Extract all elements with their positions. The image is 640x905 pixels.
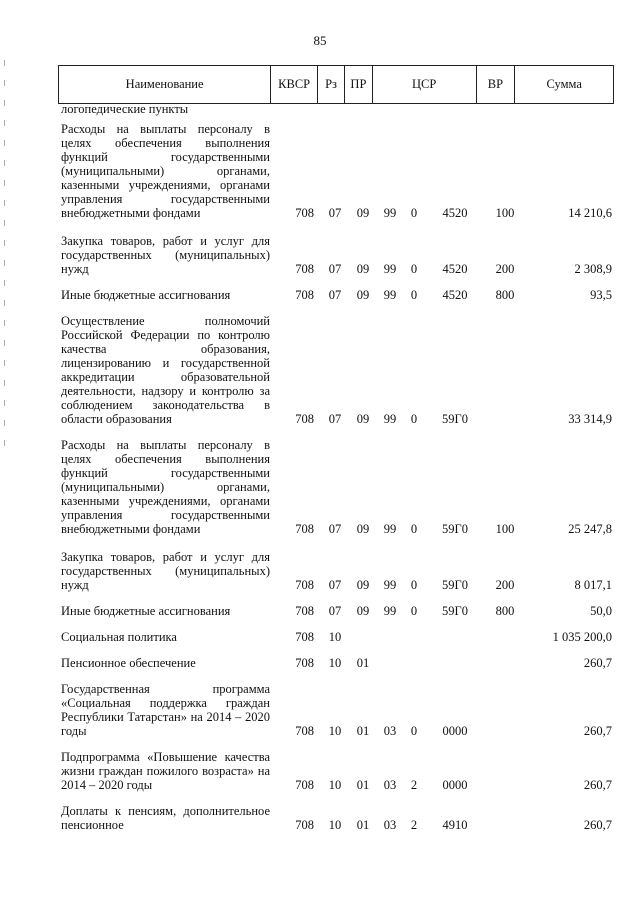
cell-rz: 07: [328, 604, 342, 618]
cell-rz: 07: [328, 578, 342, 592]
cell-csr-part2: 0: [410, 604, 418, 618]
cell-name: Закупка товаров, работ и услуг для государственных (муниципальных) нужд: [61, 234, 270, 276]
cell-csr-part2: 0: [410, 724, 418, 738]
cell-csr-part3: 59Г0: [442, 522, 468, 536]
cell-csr-part1: 99: [383, 578, 397, 592]
cell-kvsr: 708: [295, 412, 314, 426]
cell-rz: 07: [328, 262, 342, 276]
cell-kvsr: 708: [295, 522, 314, 536]
cell-sum: 260,7: [583, 724, 612, 738]
cell-pr: 09: [356, 412, 370, 426]
cell-sum: 1 035 200,0: [552, 630, 612, 644]
cell-kvsr: 708: [295, 630, 314, 644]
cell-name: Расходы на выплаты персоналу в целях обеспечения выполнения функций государственными (муниципальными) органами, казенными учреждениями, органами управления государственными внебюджетными фондами: [61, 122, 270, 220]
cell-kvsr: 708: [295, 604, 314, 618]
cell-csr-part2: 0: [410, 412, 418, 426]
scan-margin-marks: [4, 60, 8, 480]
cell-csr-part1: 99: [383, 206, 397, 220]
table-body: [58, 104, 614, 836]
cell-csr-part1: 03: [383, 778, 397, 792]
header-rz: Рз: [318, 66, 345, 103]
table-row: [58, 630, 614, 648]
cell-sum: 14 210,6: [568, 206, 612, 220]
cell-pr: 09: [356, 578, 370, 592]
cell-name: Расходы на выплаты персоналу в целях обеспечения выполнения функций государственными (муниципальными) органами, казенными учреждениями, органами управления государственными внебюджетными фондами: [61, 438, 270, 536]
cell-csr-part3: 4520: [442, 288, 468, 302]
header-sum: Сумма: [546, 77, 582, 91]
table-row: [58, 122, 614, 224]
header-kvsr: КВСР: [271, 66, 318, 103]
cell-csr-part2: 2: [410, 778, 418, 792]
table-row: [58, 804, 614, 836]
continuation-text: логопедические пункты: [61, 102, 189, 116]
cell-rz: 07: [328, 412, 342, 426]
table-row: [58, 550, 614, 596]
cell-name: Социальная политика: [61, 630, 177, 644]
cell-csr-part1: 03: [383, 724, 397, 738]
cell-csr-part1: 03: [383, 818, 397, 832]
cell-kvsr: 708: [295, 778, 314, 792]
header-name: Наименование: [59, 66, 271, 103]
cell-csr-part3: 59Г0: [442, 412, 468, 426]
cell-pr: 01: [356, 656, 370, 670]
cell-name: Иные бюджетные ассигнования: [61, 288, 231, 302]
cell-csr-part3: 59Г0: [442, 578, 468, 592]
cell-csr-part1: 99: [383, 288, 397, 302]
cell-sum: 260,7: [583, 656, 612, 670]
cell-pr: 01: [356, 724, 370, 738]
table-row: [58, 604, 614, 622]
cell-sum: 260,7: [583, 818, 612, 832]
cell-csr-part2: 0: [410, 522, 418, 536]
cell-csr-part2: 2: [410, 818, 418, 832]
cell-csr-part2: 0: [410, 262, 418, 276]
cell-csr-part3: 0000: [442, 778, 468, 792]
cell-name: Доплаты к пенсиям, дополнительное пенсионное: [61, 804, 270, 832]
cell-csr-part1: 99: [383, 412, 397, 426]
cell-pr: 01: [356, 778, 370, 792]
cell-kvsr: 708: [295, 656, 314, 670]
cell-sum: 2 308,9: [574, 262, 612, 276]
cell-name: Осуществление полномочий Российской Федерации по контролю качества образования, лицензированию и государственной аккредитации образовательной деятельности, надзору и контролю за соблюдением законодательства в области образования: [61, 314, 270, 426]
cell-pr: 09: [356, 522, 370, 536]
cell-csr-part3: 4520: [442, 262, 468, 276]
cell-sum: 25 247,8: [568, 522, 612, 536]
cell-rz: 10: [328, 656, 342, 670]
cell-vr: 800: [495, 604, 515, 618]
cell-rz: 07: [328, 288, 342, 302]
cell-pr: 09: [356, 288, 370, 302]
cell-csr-part2: 0: [410, 288, 418, 302]
table-row: [58, 682, 614, 742]
cell-kvsr: 708: [295, 206, 314, 220]
cell-vr: 200: [495, 578, 515, 592]
cell-csr-part3: 4520: [442, 206, 468, 220]
cell-csr-part1: 99: [383, 262, 397, 276]
cell-sum: 33 314,9: [568, 412, 612, 426]
cell-rz: 10: [328, 630, 342, 644]
table-row: [58, 656, 614, 674]
cell-vr: 200: [495, 262, 515, 276]
cell-pr: 09: [356, 604, 370, 618]
cell-csr-part2: 0: [410, 206, 418, 220]
table-row: [58, 750, 614, 796]
cell-rz: 07: [328, 522, 342, 536]
cell-pr: 09: [356, 206, 370, 220]
cell-csr-part1: 99: [383, 522, 397, 536]
cell-csr-part2: 0: [410, 578, 418, 592]
header-csr: ЦСР: [373, 66, 477, 103]
table-row: [58, 288, 614, 306]
cell-csr-part3: 59Г0: [442, 604, 468, 618]
cell-csr-part1: 99: [383, 604, 397, 618]
cell-vr: 800: [495, 288, 515, 302]
cell-name: Закупка товаров, работ и услуг для государственных (муниципальных) нужд: [61, 550, 270, 592]
cell-sum: 50,0: [590, 604, 612, 618]
table-row: [58, 234, 614, 280]
header-pr: ПР: [345, 66, 373, 103]
cell-rz: 07: [328, 206, 342, 220]
cell-kvsr: 708: [295, 724, 314, 738]
cell-csr-part3: 0000: [442, 724, 468, 738]
cell-name: Иные бюджетные ассигнования: [61, 604, 231, 618]
cell-rz: 10: [328, 724, 342, 738]
page-number: 85: [313, 33, 327, 48]
cell-csr-part3: 4910: [442, 818, 468, 832]
cell-kvsr: 708: [295, 288, 314, 302]
cell-pr: 01: [356, 818, 370, 832]
cell-vr: 100: [495, 206, 515, 220]
cell-name: Государственная программа «Социальная поддержка граждан Республики Татарстан» на 2014 – 2020 годы: [61, 682, 270, 738]
cell-name: Пенсионное обеспечение: [61, 656, 196, 670]
cell-sum: 260,7: [583, 778, 612, 792]
table-header: [58, 65, 614, 104]
cell-kvsr: 708: [295, 262, 314, 276]
cell-sum: 93,5: [590, 288, 612, 302]
cell-kvsr: 708: [295, 578, 314, 592]
table-row: [58, 438, 614, 540]
table-row: [58, 314, 614, 430]
cell-name: Подпрограмма «Повышение качества жизни граждан пожилого возраста» на 2014 – 2020 годы: [61, 750, 270, 792]
cell-pr: 09: [356, 262, 370, 276]
cell-rz: 10: [328, 778, 342, 792]
cell-vr: 100: [495, 522, 515, 536]
cell-rz: 10: [328, 818, 342, 832]
header-vr: ВР: [477, 66, 516, 103]
cell-kvsr: 708: [295, 818, 314, 832]
cell-sum: 8 017,1: [574, 578, 612, 592]
